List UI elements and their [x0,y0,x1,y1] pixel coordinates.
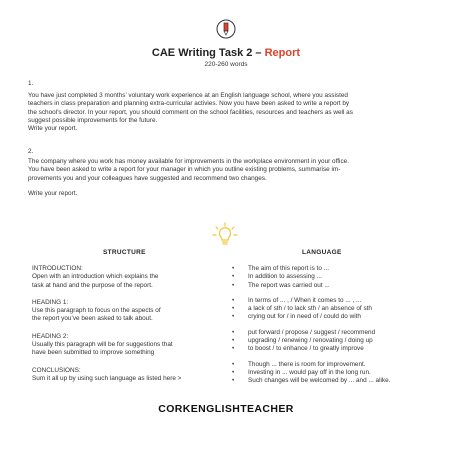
bullet: • [232,337,235,345]
section-line: Use this paragraph to focus on the aspects of [32,307,161,315]
list-item [232,313,432,321]
section-line: the report you’ve been asked to talk about. [32,315,153,323]
language-group-heading-2 [232,329,432,354]
phrase: upgrading / renewing / renovating / doing up [248,337,373,345]
structure-column [32,265,222,392]
task-1-line: You have just completed 3 months’ voluntary work experience at an English language school, where you assisted [28,92,348,99]
list-item [232,265,432,273]
phrase: Though ... there is room for improvement. [248,360,366,368]
brand-footer: CORKENGLISHTEACHER [158,403,294,415]
task-1-line: the school’s director. In your report, you should comment on the school facilities, resources and teachers as well as [28,108,353,116]
task-1-number: 1. [28,80,34,87]
bullet: • [232,377,235,385]
task-1-line: teachers in class preparation and planning extra-curricular activies. Now you have been asked to write a report by [28,100,350,108]
list-item [232,361,432,369]
list-item [232,329,432,337]
section-heading: CONCLUSIONS: [32,366,81,374]
structure-section-heading-1 [32,299,222,324]
task-1-body [28,92,428,125]
bullet: • [232,328,235,336]
phrase: put forward / propose / suggest / recommend [248,328,376,336]
phrase: Such changes will be welcomed by ... and ... alike. [248,377,391,385]
language-column [232,265,432,393]
title-accent: Report [264,47,301,59]
bullet: • [232,360,235,368]
phrase: to boost / to enhance / to greatly improve [248,345,364,353]
task-2-line: You have been asked to write a report for your manager in which you outline existing problems, summarise im- [28,166,341,174]
bullet: • [232,345,235,353]
list-item [232,273,432,281]
phrase: The aim of this report is to ... [248,265,329,272]
page-title [0,47,452,59]
phrase: a lack of sth / to lack sth / an absence of sth [248,305,372,313]
structure-section-heading-2 [32,333,222,358]
section-line: Sum it all up by using such language as listed here > [32,374,182,382]
task-1-line: suggest possible improvements for the future. [28,116,158,124]
title-main: CAE Writing Task 2 – [151,47,265,59]
task-2-number: 2. [28,148,34,155]
list-item [232,297,432,305]
list-item [232,305,432,313]
bullet: • [232,296,235,304]
bullet: • [232,281,235,289]
bullet: • [232,265,235,272]
word-count: 220-260 words [204,61,248,68]
section-line: task at hand and the purpose of the report. [32,281,153,289]
bullet: • [232,368,235,376]
task-2-line: provements you and your colleagues have suggested and recommend two changes. [28,174,267,182]
language-heading: LANGUAGE [302,249,342,256]
list-item [232,337,432,345]
section-heading: HEADING 1: [32,298,69,306]
language-group-heading-1 [232,297,432,322]
list-item [232,345,432,353]
task-2-instruction: Write your report. [28,190,78,197]
phrase: In addition to assessing ... [248,273,322,281]
pencil-icon [216,19,236,39]
bullet: • [232,305,235,313]
language-group-introduction [232,265,432,290]
task-2-body [28,158,428,183]
section-line: Open with an introduction which explains the [32,273,159,281]
section-heading: HEADING 2: [32,332,69,340]
list-item [232,369,432,377]
phrase: In terms of ... , / When it comes to ... , ... [248,296,362,304]
phrase: Investing in ... would pay off in the long run. [248,368,371,376]
structure-section-conclusions [32,367,222,384]
structure-section-introduction [32,265,222,290]
section-heading: INTRODUCTION: [32,265,83,272]
language-group-conclusions [232,361,432,386]
list-item [232,377,432,385]
task-2-line: The company where you work has money available for improvements in the workplace environment in your office. [28,158,349,165]
section-line: have been submitted to improve something [32,349,155,357]
section-line: Usually this paragraph will be for suggestions that [32,341,173,349]
bullet: • [232,273,235,281]
phrase: crying out for / in need of / could do with [248,313,361,321]
list-item [232,282,432,290]
task-1-instruction: Write your report. [28,125,78,132]
phrase: The report was carried out ... [248,281,330,289]
structure-heading: STRUCTURE [103,249,146,256]
bullet: • [232,313,235,321]
lightbulb-icon [212,222,238,248]
